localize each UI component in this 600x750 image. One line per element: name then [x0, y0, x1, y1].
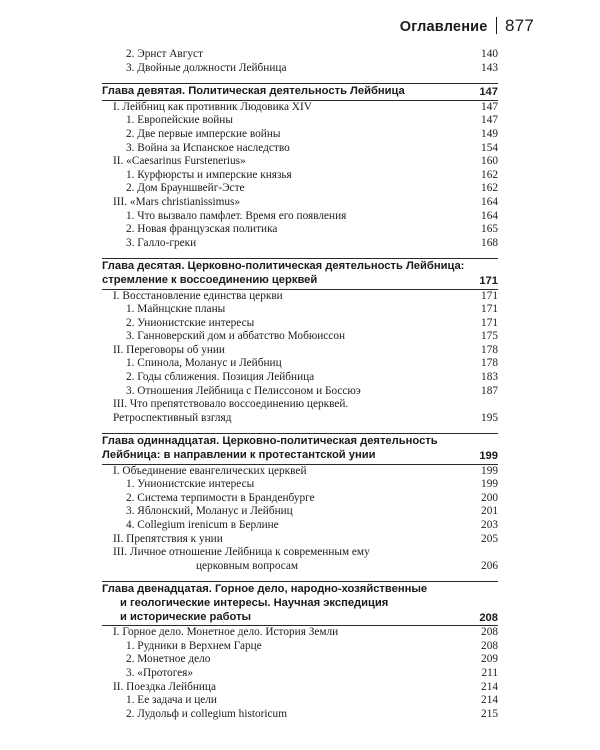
entry-title: Глава одиннадцатая. Церковно-политическая деятельность Лейбница: в направлении к протестантской унии [102, 435, 438, 462]
section-entry [102, 626, 498, 640]
entry-page-number: 164 [481, 209, 498, 222]
subsection-entry [102, 667, 498, 681]
chapter-entry [102, 83, 498, 101]
entry-page-number: 199 [481, 478, 498, 491]
subsection-entry [102, 371, 498, 385]
section-entry [102, 101, 498, 115]
entry-title: 2. Две первые имперские войны [126, 127, 281, 140]
entry-page-number: 154 [481, 141, 498, 154]
entry-title: 1. Курфюрсты и имперские князья [126, 168, 292, 181]
subsection-entry [102, 385, 498, 399]
entry-page-number: 200 [481, 491, 498, 504]
entry-page-number: 183 [481, 371, 498, 384]
entry-title: II. Поездка Лейбница [113, 680, 216, 693]
entry-title: 1. Майнцские планы [126, 303, 226, 316]
subsection-entry [102, 62, 498, 76]
entry-title: 1. Спинола, Моланус и Лейбниц [126, 357, 282, 370]
entry-page-number: 187 [481, 384, 498, 397]
entry-page-number: 140 [481, 48, 498, 60]
entry-title: 2. Новая французская политика [126, 223, 278, 236]
entry-page-number: 171 [481, 289, 498, 302]
entry-title: 2. Лудольф и collegium historicum [126, 707, 287, 720]
section-entry [102, 398, 498, 425]
entry-title: 1. Что вызвало памфлет. Время его появления [126, 209, 347, 222]
entry-page-number: 168 [481, 236, 498, 249]
entry-page-number: 171 [481, 303, 498, 316]
entry-page-number: 208 [481, 639, 498, 652]
subsection-entry [102, 182, 498, 196]
entry-title: III. Личное отношение Лейбница к современным ему церковным вопросам [113, 546, 370, 572]
subsection-entry [102, 169, 498, 183]
entry-page-number: 149 [481, 127, 498, 140]
header-separator [496, 17, 498, 34]
entry-title: 3. Двойные должности Лейбница [126, 61, 287, 74]
entry-page-number: 208 [481, 626, 498, 639]
section-entry [102, 533, 498, 547]
running-header-title: Оглавление [399, 19, 488, 35]
entry-title: Глава десятая. Церковно-политическая деятельность Лейбница: стремление к воссоединению церквей [102, 260, 465, 286]
entry-title: 1. Ее задача и цели [126, 694, 217, 707]
chapter-entry [102, 258, 498, 289]
entry-page-number: 214 [481, 680, 498, 693]
entry-page-number: 147 [481, 114, 498, 127]
subsection-entry [102, 357, 498, 371]
subsection-entry [102, 142, 498, 156]
entry-page-number: 147 [479, 86, 498, 99]
entry-title: 1. Европейские войны [126, 114, 233, 127]
entry-title: I. Восстановление единства церкви [113, 289, 283, 302]
entry-page-number: 214 [481, 694, 498, 707]
entry-title: 1. Рудники в Верхнем Гарце [126, 639, 262, 652]
subsection-entry [102, 640, 498, 654]
subsection-entry [102, 478, 498, 492]
subsection-entry [102, 519, 498, 533]
subsection-entry [102, 210, 498, 224]
subsection-entry [102, 303, 498, 317]
entry-title: 4. Collegium irenicum в Берлине [126, 519, 279, 531]
entry-page-number: 178 [481, 357, 498, 370]
entry-page-number: 215 [481, 707, 498, 720]
entry-page-number: 171 [479, 274, 498, 287]
section-entry [102, 290, 498, 304]
subsection-entry [102, 48, 498, 62]
entry-page-number: 178 [481, 343, 498, 356]
subsection-entry [102, 128, 498, 142]
entry-page-number: 199 [481, 464, 498, 477]
entry-page-number: 147 [481, 100, 498, 113]
entry-page-number: 160 [481, 155, 498, 168]
subsection-entry [102, 330, 498, 344]
entry-page-number: 211 [481, 666, 498, 679]
subsection-entry [102, 223, 498, 237]
entry-title: Глава девятая. Политическая деятельность Лейбница [102, 85, 405, 98]
entry-page-number: 143 [481, 61, 498, 74]
entry-title: 3. Галло-греки [126, 236, 197, 249]
entry-title: II. Препятствия к унии [113, 532, 223, 545]
entry-page-number: 209 [481, 653, 498, 666]
entry-page-number: 175 [481, 330, 498, 343]
entry-title: I. Горное дело. Монетное дело. История Земли [113, 626, 339, 639]
entry-title: 3. «Протогея» [126, 666, 194, 679]
chapter-entry [102, 433, 498, 464]
entry-title: 2. Годы сближения. Позиция Лейбница [126, 371, 315, 384]
entry-page-number: 165 [481, 223, 498, 236]
entry-page-number: 205 [481, 532, 498, 545]
entry-title: 3. Отношения Лейбница с Пелиссоном и Боссюэ [126, 384, 361, 397]
entry-page-number: 164 [481, 195, 498, 208]
subsection-entry [102, 708, 498, 722]
entry-title: 3. Война за Испанское наследство [126, 141, 290, 154]
entry-title: I. Объединение евангелических церквей [113, 464, 307, 477]
entry-title: 3. Яблонский, Моланус и Лейбниц [126, 505, 293, 518]
section-entry [102, 681, 498, 695]
table-of-contents [102, 48, 498, 721]
entry-title: 3. Ганноверский дом и аббатство Мобюиссон [126, 330, 346, 343]
entry-title: 1. Унионистские интересы [126, 478, 255, 491]
subsection-entry [102, 114, 498, 128]
subsection-entry [102, 237, 498, 251]
entry-title: Глава двенадцатая. Горное дело, народно-хозяйственные и геологические интересы. Научная экспедиция и исторические работы [102, 583, 428, 623]
section-entry [102, 155, 498, 169]
subsection-entry [102, 317, 498, 331]
entry-page-number: 162 [481, 182, 498, 195]
subsection-entry [102, 505, 498, 519]
subsection-entry [102, 694, 498, 708]
entry-title: 2. Эрнст Август [126, 48, 203, 60]
entry-page-number: 208 [479, 611, 498, 624]
entry-page-number: 171 [481, 316, 498, 329]
entry-title: 2. Унионистские интересы [126, 316, 255, 329]
entry-page-number: 206 [481, 559, 498, 572]
section-entry [102, 546, 498, 573]
entry-page-number: 162 [481, 168, 498, 181]
entry-page-number: 199 [479, 450, 498, 463]
running-header [400, 16, 534, 36]
page-number: 877 [505, 16, 534, 35]
entry-title: II. «Caesarinus Furstenerius» [113, 155, 246, 168]
entry-title: III. «Mars christianissimus» [113, 195, 241, 208]
entry-page-number: 195 [481, 411, 498, 424]
subsection-entry [102, 492, 498, 506]
entry-title: 2. Система терпимости в Бранденбурге [126, 491, 315, 504]
chapter-entry [102, 581, 498, 626]
entry-title: III. Что препятствовало воссоединению церквей. Ретроспективный взгляд [113, 398, 349, 424]
section-entry [102, 196, 498, 210]
section-entry [102, 344, 498, 358]
subsection-entry [102, 653, 498, 667]
entry-page-number: 201 [481, 505, 498, 518]
section-entry [102, 465, 498, 479]
entry-title: 2. Дом Брауншвейг-Эсте [126, 182, 245, 195]
entry-page-number: 203 [481, 519, 498, 531]
entry-title: I. Лейбниц как противник Людовика XIV [113, 100, 312, 113]
entry-title: 2. Монетное дело [126, 653, 211, 666]
entry-title: II. Переговоры об унии [113, 343, 225, 356]
